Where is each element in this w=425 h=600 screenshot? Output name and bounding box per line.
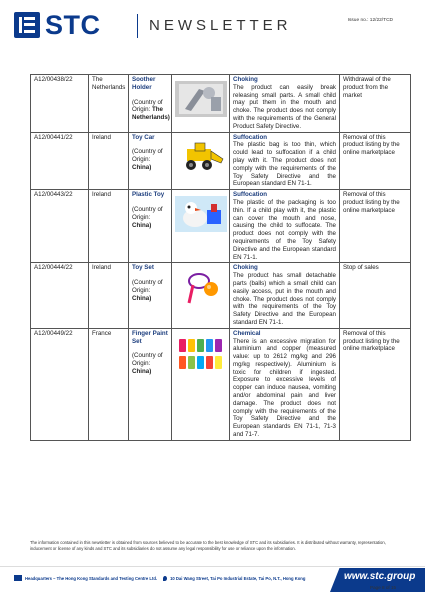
origin-value: China): [132, 367, 152, 375]
toy-car-photo: [172, 132, 230, 190]
risk-description: The plastic of the packaging is too thin. If a child play with it, the plastic can cover the mouth and nose, causing the child to suffocate. The product does not comply with the requirements of the Toy Safety Directive and the European standard EN 71-1.: [233, 198, 336, 261]
origin-label: (Country of Origin:: [132, 148, 163, 164]
soother-holder-photo: [172, 75, 230, 133]
table-row: [31, 190, 411, 263]
website-link[interactable]: www.stc.group: [344, 571, 416, 582]
page-header: [0, 0, 425, 64]
product-cell: [129, 328, 172, 440]
risk-type: Chemical: [233, 329, 261, 337]
risk-type: Suffocation: [233, 191, 268, 199]
table-row: [31, 328, 411, 440]
origin-label: (Country of Origin:: [132, 279, 163, 294]
country-of-origin: [132, 148, 168, 171]
product-cell: [129, 75, 172, 133]
notification-number: A12/00449/22: [31, 328, 89, 440]
product-name: Plastic Toy: [132, 191, 165, 199]
origin-label: (Country of Origin:: [132, 98, 163, 114]
origin-label: (Country of Origin:: [132, 352, 163, 368]
country-of-origin: [132, 279, 168, 302]
risk-type: Suffocation: [233, 133, 268, 141]
risk-description: The product can easily break releasing small parts. A small child may put them in the mouth and choke. The product does not comply with the requirements of the General Product Safety Directive.: [233, 83, 336, 130]
risk-cell: [230, 328, 340, 440]
notification-number: A12/00441/22: [31, 132, 89, 190]
measures-taken: Removal of this product listing by the online marketplace: [340, 132, 411, 190]
product-cell: [129, 190, 172, 263]
location-pin-icon: [163, 576, 167, 581]
toy-set-photo: [172, 263, 230, 328]
page-number: Page 8 of 15: [370, 585, 397, 590]
product-name: Soother Holder: [132, 76, 156, 91]
notifying-country: The Netherlands: [89, 75, 129, 133]
origin-value: China): [132, 163, 152, 171]
notifying-country: Ireland: [89, 132, 129, 190]
risk-cell: [230, 132, 340, 190]
finger-paint-photo: [172, 328, 230, 440]
address: 10 Dai Wang Street, Tai Po Industrial Estate, Tai Po, N.T., Hong Kong: [170, 575, 306, 581]
product-cell: [129, 132, 172, 190]
footer-divider: [0, 566, 425, 567]
country-of-origin: [132, 99, 168, 122]
notification-number: A12/00438/22: [31, 75, 89, 133]
origin-value: China): [132, 221, 152, 229]
headquarters-label: Headquarters – The Hong Kong Standards and Testing Centre Ltd.: [25, 575, 158, 581]
risk-description: The plastic bag is too thin, which could lead to suffocation if a child play with it. The product does not comply with the requirements of the Toy Safety Directive and the European standard EN 71-1.: [233, 141, 336, 188]
notifying-country: France: [89, 328, 129, 440]
issue-number: Issue no.: 12/22/TCD: [347, 18, 393, 23]
measures-taken: Removal of this product listing by the online marketplace: [340, 190, 411, 263]
notifying-country: Ireland: [89, 263, 129, 328]
notification-number: A12/00443/22: [31, 190, 89, 263]
risk-description: The product has small detachable parts (balls) which a small child can easily access, put in the mouth and choke. The product does not comply with the requirements of the Toy Safety Directive and the European standard EN 71-1.: [233, 272, 336, 326]
product-name: Finger Paint Set: [132, 329, 168, 345]
stc-logo: [14, 12, 101, 38]
product-name: Toy Car: [132, 133, 155, 141]
origin-value: The Netherlands): [132, 106, 170, 122]
logo-text: STC: [45, 10, 101, 40]
product-name: Toy Set: [132, 264, 154, 272]
table-row: [31, 132, 411, 190]
country-of-origin: [132, 352, 168, 375]
stc-logo-icon: [14, 12, 40, 38]
origin-label: (Country of Origin:: [132, 205, 163, 221]
measures-taken: Stop of sales: [340, 263, 411, 328]
disclaimer: The information contained in this newsletter is obtained from sources believed to be accurate to the best knowledge of STC and its subsidiaries. It is distributed without warranty, representation, inducement or license of any kinds and STC and its subsidiaries do not assume any legal responsibility for use or reliance upon the information.: [30, 540, 386, 551]
product-recall-table: [30, 74, 411, 441]
table-row: [31, 263, 411, 328]
headquarters-line: [14, 575, 305, 581]
risk-cell: [230, 263, 340, 328]
risk-cell: [230, 75, 340, 133]
header-divider: [137, 14, 138, 38]
country-of-origin: [132, 206, 168, 229]
measures-taken: Withdrawal of the product from the market: [340, 75, 411, 133]
measures-taken: Removal of this product listing by the online marketplace: [340, 328, 411, 440]
risk-description: There is an excessive migration for aluminium and copper (measured value: up to 2612 mg/kg and 296 mg/kg respectively). Aluminium is toxic for children if ingested. Exposure to excessive levels of copper can induce nausea, vomiting and/or abdominal pain and liver damage. The product does not comply with the requirements of the Toy Safety Directive and the European standards EN 71-1, 71-3 and 71-7.: [233, 337, 336, 439]
origin-value: China): [132, 294, 152, 302]
building-icon: [14, 575, 22, 581]
product-cell: [129, 263, 172, 328]
table-row: [31, 75, 411, 133]
risk-cell: [230, 190, 340, 263]
plastic-toy-photo: [172, 190, 230, 263]
risk-type: Choking: [233, 76, 258, 83]
risk-type: Choking: [233, 264, 258, 272]
notification-number: A12/00444/22: [31, 263, 89, 328]
newsletter-title: NEWSLETTER: [149, 17, 292, 34]
notifying-country: Ireland: [89, 190, 129, 263]
